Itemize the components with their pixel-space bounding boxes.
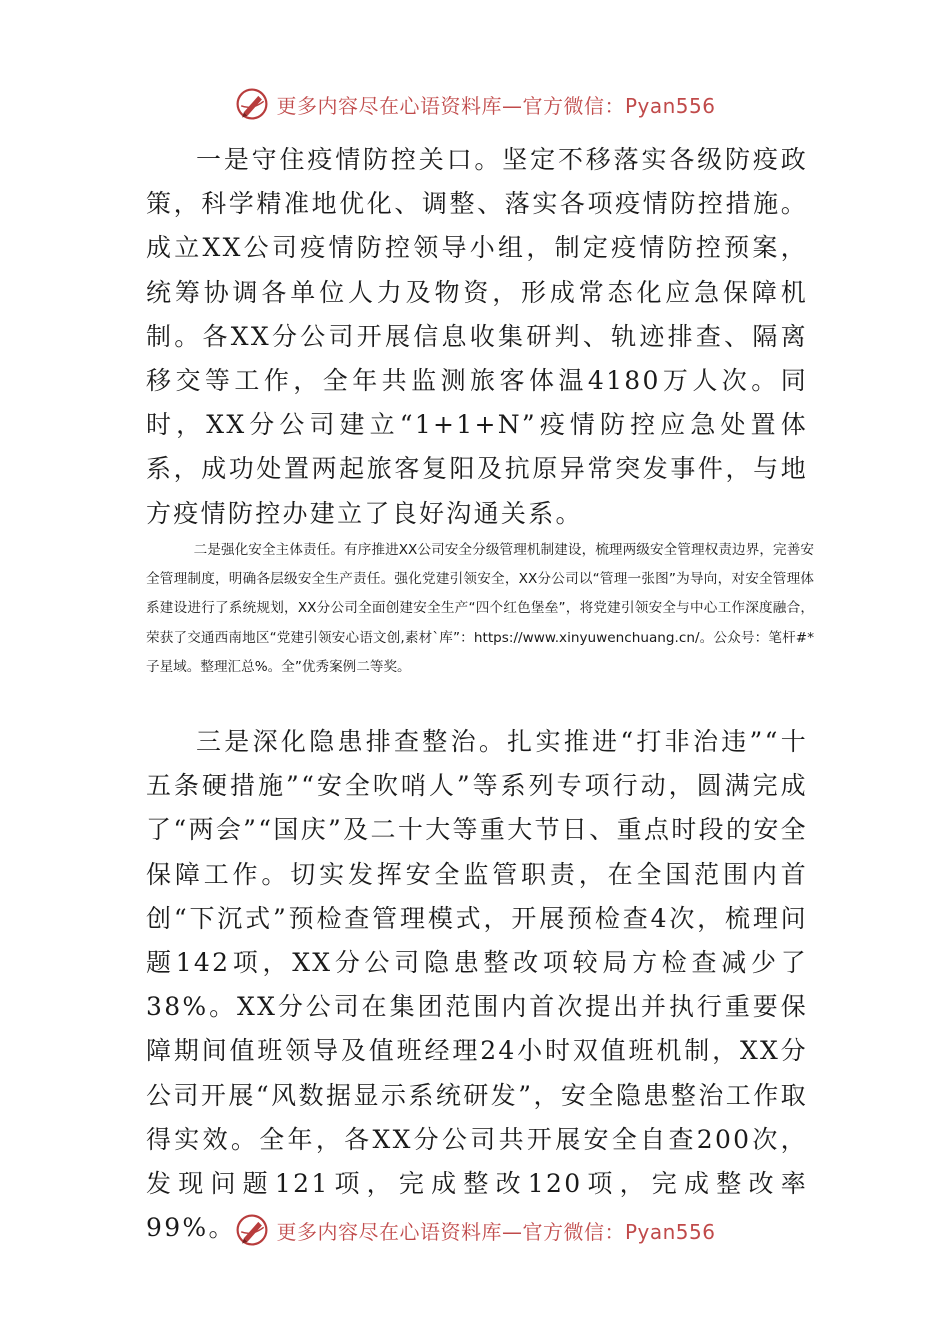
paragraph-epidemic-control: 一是守住疫情防控关口。坚定不移落实各级防疫政策，科学精准地优化、调整、落实各项疫情防控措施。成立XX公司疫情防控领导小组，制定疫情防控预案，统筹协调各单位人力及物资，形成常态化应急保障机制。各XX分公司开展信息收集研判、轨迹排查、隔离移交等工作，全年共监测旅客体温4180万人次。同时，XX分公司建立“1+1+N”疫情防控应急处置体系，成功处置两起旅客复阳及抗原异常突发事件，与地方疫情防控办建立了良好沟通关系。 xyxy=(146,145,808,528)
pen-logo-icon xyxy=(234,1212,270,1248)
footer-banner-text: 更多内容尽在心语资料库—官方微信：Pyan556 xyxy=(276,1219,716,1244)
footer-banner-content xyxy=(234,1212,715,1248)
header-banner xyxy=(0,84,950,124)
paragraph-hazard-inspection: 三是深化隐患排查整治。扎实推进“打非治违”“十五条硬措施”“安全吹哨人”等系列专项行动，圆满完成了“两会”“国庆”及二十大等重大节日、重点时段的安全保障工作。切实发挥安全监管职责，在全国范围内首创“下沉式”预检查管理模式，开展预检查4次，梳理问题142项，XX分公司隐患整改项较局方检查减少了38%。XX分公司在集团范围内首次提出并执行重要保障期间值班领导及值班经理24小时双值班机制，XX分公司开展“风数据显示系统研发”，安全隐患整治工作取得实效。全年，各XX分公司共开展安全自查200次，发现问题121项，完成整改120项，完成整改率99%。 xyxy=(146,727,808,1243)
header-banner-content xyxy=(234,86,715,122)
paragraph-safety-responsibility: 二是强化安全主体责任。有序推进XX公司安全分级管理机制建设，梳理两级安全管理权责边界，完善安全管理制度，明确各层级安全生产责任。强化党建引领安全，XX分公司以“管理一张图”为导向，对安全管理体系建设进行了系统规划，XX分公司全面创建安全生产“四个红色堡垒”，将党建引领安全与中心工作深度融合，荣获了交通西南地区“党建引领安心语文创,素材`库”：https://www.xinyuwenchuang.cn/。公众号：笔杆#*子星域。整理汇总%。全”优秀案例二等奖。 xyxy=(146,542,814,675)
header-banner-text: 更多内容尽在心语资料库—官方微信：Pyan556 xyxy=(276,93,716,118)
pen-logo-icon xyxy=(234,86,270,122)
footer-banner xyxy=(0,1210,950,1250)
